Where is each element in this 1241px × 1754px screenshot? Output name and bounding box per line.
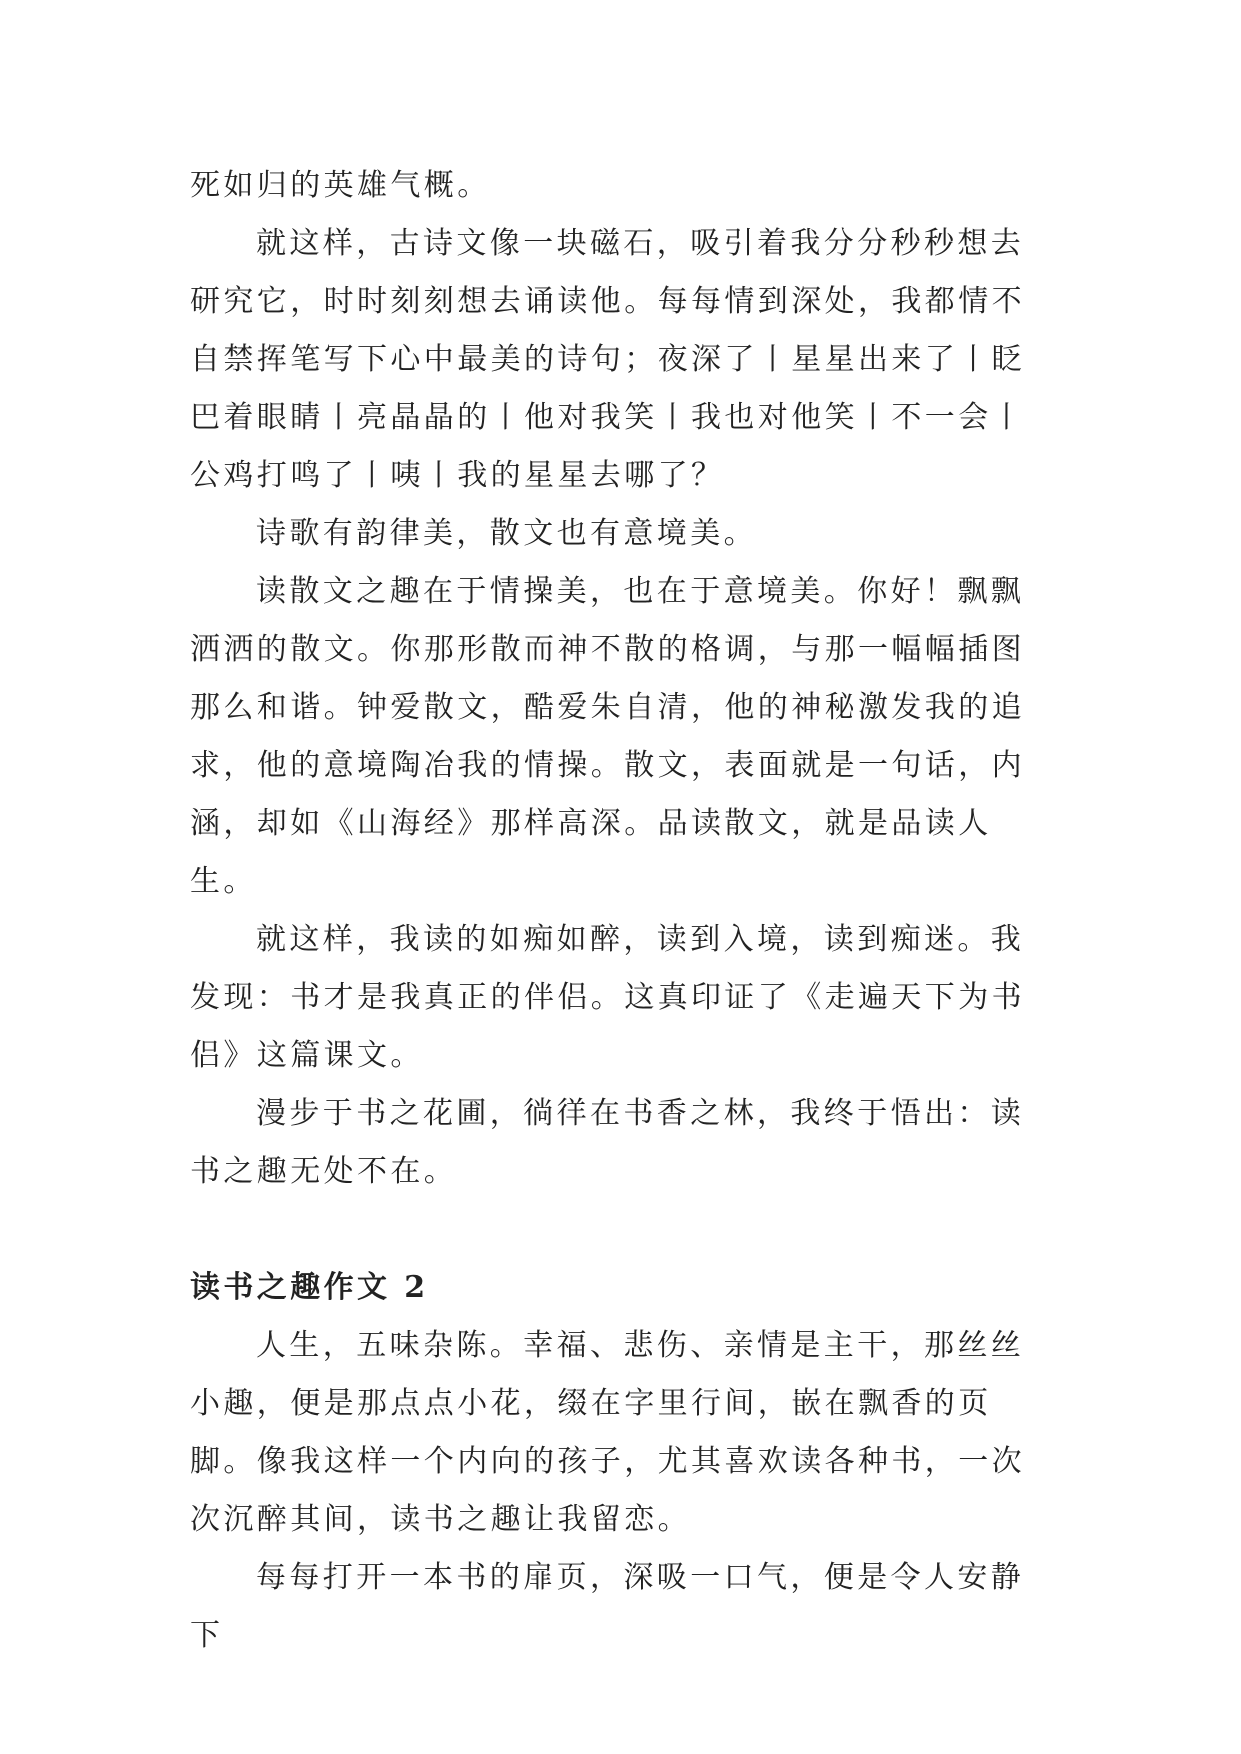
paragraph-3: 诗歌有韵律美，散文也有意境美。: [256, 516, 757, 551]
paragraph-1: 死如归的英雄气概。: [190, 168, 491, 203]
document-body: [190, 157, 1050, 1665]
paragraph-2: 就这样，古诗文像一块磁石，吸引着我分分秒秒想去研究它，时时刻刻想去诵读他。每每情到深处，我都情不自禁挥笔写下心中最美的诗句；夜深了丨星星出来了丨眨巴着眼睛丨亮晶晶的丨他对我笑丨我也对他笑丨不一会丨公鸡打鸣了丨咦丨我的星星去哪了？: [190, 226, 1025, 493]
paragraph-5: 就这样，我读的如痴如醉，读到入境，读到痴迷。我发现：书才是我真正的伴侣。这真印证了《走遍天下为书侣》这篇课文。: [190, 922, 1025, 1073]
paragraph-4: 读散文之趣在于情操美，也在于意境美。你好！飘飘洒洒的散文。你那形散而神不散的格调，与那一幅幅插图那么和谐。钟爱散文，酷爱朱自清，他的神秘激发我的追求，他的意境陶冶我的情操。散文，表面就是一句话，内涵，却如《山海经》那样高深。品读散文，就是品读人生。: [190, 574, 1025, 899]
section-title: 读书之趣作文 2: [190, 1270, 429, 1305]
paragraph-7: 人生，五味杂陈。幸福、悲伤、亲情是主干，那丝丝小趣，便是那点点小花，缀在字里行间，嵌在飘香的页脚。像我这样一个内向的孩子，尤其喜欢读各种书，一次次沉醉其间，读书之趣让我留恋。: [190, 1328, 1025, 1537]
paragraph-8: 每每打开一本书的扉页，深吸一口气，便是令人安静下: [190, 1560, 1025, 1653]
paragraph-6: 漫步于书之花圃，徜徉在书香之林，我终于悟出：读书之趣无处不在。: [190, 1096, 1025, 1189]
